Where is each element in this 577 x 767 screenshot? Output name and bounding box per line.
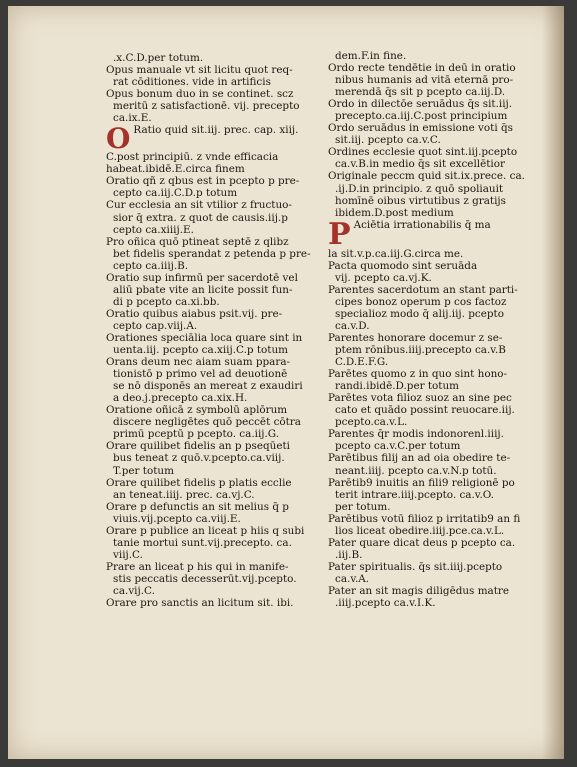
- index-line-text: Oratio quibus aiabus psit.vij. pre-: [106, 307, 283, 320]
- index-line: [328, 404, 536, 416]
- index-line-text: discere negligētes quō peccēt cōtra: [113, 416, 301, 429]
- index-line: [106, 537, 314, 549]
- index-line-text: Opus bonum duo in se continet. scz: [106, 88, 294, 101]
- index-line-text: primū pceptū p pcepto. ca.iij.G.: [113, 428, 280, 441]
- index-line: [106, 380, 314, 392]
- index-line-text: Orare quilibet fidelis p platis ecclie: [106, 476, 292, 489]
- index-line-text: an teneat.iiij. prec. ca.vj.C.: [113, 488, 255, 501]
- index-line-text: pcepto.ca.v.L.: [335, 416, 408, 429]
- index-line: [328, 452, 536, 464]
- index-line-text: ca.v.B.in medio q̄s sit excellētior: [335, 158, 505, 171]
- index-line: [106, 585, 314, 597]
- index-line-text: Ordo seruādus in emissione voti q̄s: [328, 122, 513, 135]
- index-line: [106, 76, 314, 88]
- index-line: [328, 597, 536, 609]
- index-line-text: Pater an sit magis diligēdus matre: [328, 584, 510, 597]
- index-line: [328, 549, 536, 561]
- index-line: [106, 52, 314, 64]
- index-line: [328, 74, 536, 86]
- index-line: [106, 513, 314, 525]
- index-line-text: neant.iiij. pcepto ca.v.N.p totū.: [335, 464, 497, 477]
- index-line: [328, 392, 536, 404]
- index-line-text: specialioz modo q̄ alij.iij. pcepto: [335, 307, 504, 320]
- index-line-text: Prare an liceat p his qui in manife-: [106, 560, 289, 573]
- index-line: [328, 146, 536, 158]
- index-line: [328, 272, 536, 284]
- index-line: [106, 199, 314, 211]
- index-line: [328, 332, 536, 344]
- index-line: [106, 428, 314, 440]
- index-line-text: lios liceat obedire.iiij.pce.ca.v.L.: [335, 524, 505, 537]
- index-line: [106, 549, 314, 561]
- index-line: [106, 465, 314, 477]
- index-line-text: cepto cap.viij.A.: [113, 319, 198, 332]
- index-line: [328, 110, 536, 122]
- index-line-text: cipes bonoz operum p cos factoz: [335, 295, 507, 308]
- index-line: [106, 344, 314, 356]
- index-line-text: Oratio sup infirmū per sacerdotē vel: [106, 271, 298, 284]
- index-line-text: se nō disponēs an mereat z exaudiri: [113, 380, 303, 393]
- index-line-text: randi.ibidē.D.per totum: [335, 380, 460, 393]
- index-line-text: bus teneat z quō.v.pcepto.ca.viij.: [113, 452, 285, 465]
- index-line-text: Pater quare dicat deus p pcepto ca.: [328, 536, 516, 549]
- index-line: [328, 260, 536, 272]
- index-line: [106, 112, 314, 124]
- index-line: [106, 404, 314, 416]
- index-line-text: ca.vij.C.: [113, 584, 155, 597]
- index-line-text: homīnē oibus virtutibus z gratijs: [335, 194, 506, 207]
- index-line-text: C.post principiū. z vnde efficacia: [106, 151, 279, 164]
- index-line-text: .x.C.D.per totum.: [113, 52, 204, 64]
- index-line-text: Parentes q̄r modis indonorenl.iiij.: [328, 428, 504, 441]
- index-line: [328, 158, 536, 170]
- index-line-text: Originale peccm quid sit.ix.prece. ca.: [328, 170, 525, 183]
- index-line: [106, 416, 314, 428]
- index-line: [106, 368, 314, 380]
- index-line-text: la sit.v.p.ca.iij.G.circa me.: [328, 247, 464, 260]
- index-line: [106, 272, 314, 284]
- index-line: [328, 219, 536, 248]
- index-line-text: Parētes vota filioz suoz an sine pec: [328, 392, 512, 405]
- initial-letter: P: [328, 218, 351, 248]
- index-line: [106, 501, 314, 513]
- index-line: [328, 573, 536, 585]
- index-line-text: viij.C.: [113, 548, 143, 561]
- index-line: [106, 284, 314, 296]
- index-line-text: habeat.ibidē.E.circa finem: [106, 163, 245, 176]
- index-line: [328, 170, 536, 182]
- initial-letter: O: [106, 124, 131, 152]
- index-line: [106, 100, 314, 112]
- index-line-text: precepto.ca.iij.C.post principium: [335, 110, 508, 123]
- index-line-text: sit.iij. pcepto ca.v.C.: [335, 134, 441, 147]
- index-line: [328, 537, 536, 549]
- page-edge-shadow: [542, 6, 564, 759]
- index-line-text: cato et quādo possint reuocare.iij.: [335, 404, 515, 417]
- index-line: [106, 187, 314, 199]
- index-line-text: Orare p defunctis an sit melius q̄ p: [106, 500, 289, 513]
- index-line: [106, 88, 314, 100]
- index-line-text: Parentes honorare docemur z se-: [328, 331, 503, 344]
- index-line-text: cepto ca.iij.C.D.p totum: [113, 187, 238, 200]
- index-line-text: T.per totum: [113, 464, 174, 477]
- index-line-text: tionistō p primo vel ad deuotionē: [113, 368, 288, 381]
- index-line-text: Parētibus filij an ad oia obedire te-: [328, 452, 511, 465]
- index-line-text: Oratio qñ z qbus est in pcepto p pre-: [106, 175, 300, 188]
- index-line: [106, 175, 314, 187]
- index-line-text: stis peccatis decesserūt.vij.pcepto.: [113, 572, 297, 585]
- index-line-text: Ordines ecclesie quot sint.iij.pcepto: [328, 146, 518, 159]
- index-line: [328, 308, 536, 320]
- index-line: [106, 356, 314, 368]
- index-line: [106, 440, 314, 452]
- index-line-text: rat cōditiones. vide in artificis: [113, 76, 271, 89]
- index-line: [106, 236, 314, 248]
- index-line-text: cepto ca.iiij.B.: [113, 259, 189, 272]
- index-line: [328, 428, 536, 440]
- index-line: [328, 296, 536, 308]
- index-line-text: nibus humanis ad vitā eternā pro-: [335, 74, 514, 87]
- index-line: [328, 320, 536, 332]
- index-line-text: Orare pro sanctis an licitum sit. ibi.: [106, 597, 294, 610]
- index-line: [106, 124, 314, 151]
- index-line-text: aliū pbate vite an licite possit fun-: [113, 283, 293, 296]
- index-line: [328, 183, 536, 195]
- index-line: [328, 86, 536, 98]
- index-line: [106, 163, 314, 175]
- index-line-text: per totum.: [335, 500, 391, 513]
- index-line: [328, 416, 536, 428]
- index-line-text: Ordo recte tendētie in deū in oratio: [328, 62, 516, 75]
- index-line-text: tanie mortui sunt.vij.precepto. ca.: [113, 536, 292, 549]
- index-line-text: cepto ca.xiiij.E.: [113, 223, 194, 236]
- index-line: [106, 320, 314, 332]
- index-line-text: .ij.D.in principio. z quō spoliauit: [335, 182, 504, 195]
- index-line-text: Ratio quid sit.iij. prec. cap. xiij.: [133, 124, 299, 137]
- index-line: [106, 212, 314, 224]
- index-line: [328, 284, 536, 296]
- left-index-column: [106, 52, 314, 609]
- index-line-text: meritū z satisfactionē. vij. precepto: [113, 100, 300, 113]
- index-line-text: Orare p publice an liceat p hiis q subi: [106, 524, 305, 537]
- index-line: [106, 248, 314, 260]
- index-line: [328, 207, 536, 219]
- index-line-text: Orationes speciālia loca quare sint in: [106, 331, 303, 344]
- index-line: [328, 585, 536, 597]
- index-line: [328, 501, 536, 513]
- index-line: [106, 224, 314, 236]
- index-line-text: uenta.iij. pcepto ca.xiij.C.p totum: [113, 344, 289, 357]
- index-line-text: Pacta quomodo sint seruāda: [328, 259, 478, 272]
- index-line-text: Pater spiritualis. q̄s sit.iiij.pcepto: [328, 560, 503, 573]
- index-line-text: Ordo in dilectōe seruādus q̄s sit.iij.: [328, 98, 513, 111]
- index-line-text: C.D.E.F.G.: [335, 356, 389, 369]
- index-line: [106, 260, 314, 272]
- index-line: [328, 465, 536, 477]
- index-line-text: bet fidelis sperandat z petenda p pre-: [113, 247, 311, 260]
- index-line-text: Parentes sacerdotum an stant parti-: [328, 283, 518, 296]
- index-line: [328, 368, 536, 380]
- index-line: [328, 477, 536, 489]
- index-line-text: Parētes quomo z in quo sint hono-: [328, 368, 508, 381]
- index-line-text: terit intrare.iiij.pcepto. ca.v.O.: [335, 488, 494, 501]
- index-line: [328, 561, 536, 573]
- index-line-text: .iiij.pcepto ca.v.I.K.: [335, 597, 436, 610]
- index-line: [106, 597, 314, 609]
- index-line-text: vij. pcepto ca.vj.K.: [335, 271, 432, 284]
- index-line-text: Parētib9 inuitis an fili9 religionē po: [328, 476, 515, 489]
- index-line: [328, 344, 536, 356]
- index-line-text: viuis.vij.pcepto ca.viij.E.: [113, 512, 241, 525]
- index-line: [106, 151, 314, 163]
- index-line-text: ca.v.A.: [335, 572, 370, 585]
- index-line-text: Pro oñica quō ptineat septē z qlibz: [106, 235, 289, 248]
- index-line-text: Orare quilibet fidelis an p pseqūeti: [106, 440, 290, 453]
- index-line: [328, 489, 536, 501]
- index-line: [106, 64, 314, 76]
- index-line: [106, 573, 314, 585]
- index-line: [328, 380, 536, 392]
- index-line: [106, 308, 314, 320]
- index-line: [106, 525, 314, 537]
- index-line: [328, 62, 536, 74]
- index-line-text: Parētibus votū filioz p irritatib9 an fi: [328, 512, 521, 525]
- index-line: [328, 356, 536, 368]
- index-line-text: pcepto ca.v.C.per totum: [335, 440, 461, 453]
- index-line: [328, 134, 536, 146]
- index-line: [328, 98, 536, 110]
- index-line-text: ca.v.D.: [335, 319, 370, 332]
- index-line: [106, 332, 314, 344]
- index-line-text: merendā q̄s sit p pcepto ca.iij.D.: [335, 86, 506, 99]
- index-line-text: dem.F.in fine.: [335, 50, 407, 62]
- index-line-text: di p pcepto ca.xi.bb.: [113, 295, 220, 308]
- index-line: [328, 440, 536, 452]
- index-line: [328, 248, 536, 260]
- index-line: [106, 452, 314, 464]
- index-line-text: ibidem.D.post medium: [335, 206, 454, 219]
- book-page: [8, 6, 564, 759]
- index-line: [106, 489, 314, 501]
- index-line-text: ptem rōnibus.iiij.precepto ca.v.B: [335, 344, 506, 357]
- index-line: [106, 392, 314, 404]
- index-line-text: a deo.j.precepto ca.xix.H.: [113, 392, 248, 405]
- right-index-column: [328, 50, 536, 609]
- index-line: [106, 477, 314, 489]
- index-line: [328, 122, 536, 134]
- index-line: [106, 296, 314, 308]
- index-line: [328, 50, 536, 62]
- index-line: [328, 195, 536, 207]
- index-line: [106, 561, 314, 573]
- index-line: [328, 513, 536, 525]
- index-line: [328, 525, 536, 537]
- index-line-text: Opus manuale vt sit licitu quot req-: [106, 64, 293, 77]
- index-line-text: Oratione oñicā z symbolū aplōrum: [106, 404, 288, 417]
- index-line-text: sior q̄ extra. z quot de causis.iij.p: [113, 211, 288, 224]
- index-line-text: Aciētia irrationabilis q̄ ma: [353, 218, 491, 231]
- index-line-text: .iij.B.: [335, 548, 363, 561]
- index-line-text: Orans deum nec aiam suam ppara-: [106, 356, 291, 369]
- index-line-text: ca.ix.E.: [113, 112, 152, 125]
- index-line-text: Cur ecclesia an sit vtilior z fructuo-: [106, 199, 292, 212]
